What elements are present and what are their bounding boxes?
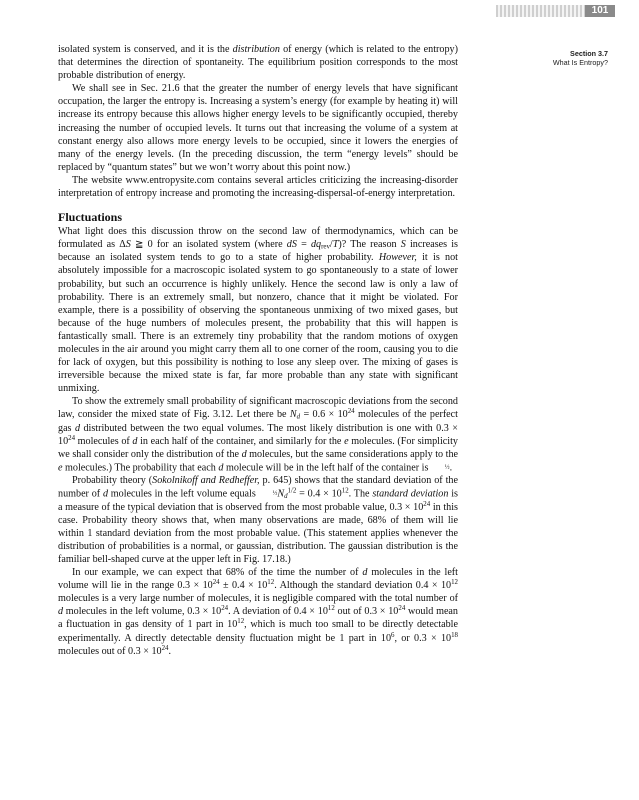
section-title: What Is Entropy? xyxy=(552,58,608,67)
paragraph-5: To show the extremely small probability of significant macroscopic deviations from the second law, consider the mixed state of Fig. 3.12. Let there be $N_d = 0.6 \times 10^{24}$ molecules of the perfect gas d distributed between the two equal volumes. The most likely distribution is one with $0.3 \times 10^{24}$ molecules of d in each half of the container, and similarly for the e molecules. (For simplicity we shall consider only the distribution of the d molecules, but the same considerations apply to the e molecules.) The probability that each d molecule will be in the left half of the container is ½. xyxy=(58,396,459,474)
running-section-label xyxy=(500,49,608,67)
paragraph-4: What light does this discussion throw on the second law of thermodynamics, which can be formulated as ΔS ≧ 0 for an isolated system (where dS = $dq_{rev}/T$)? The reason S increases is because an isolated system tends to go to a state of higher probability. However, it is not absolutely impossible for a macroscopic isolated system to go spontaneously to a state of lower probability, but such an occurrence is highly unlikely. Hence the second law is only a law of probability. There is an extremely small, but nonzero, chance that it might be violated. For example, there is a possibility of observing the spontaneous unmixing of two mixed gases, but because of the huge numbers of molecules present, the probability that this will happen is fantastically small. There is an extremely tiny probability that the random motions of oxygen molecules in the air around you might carry them all to one corner of the room, causing you to die for lack of oxygen, but this possibility is nothing to lose any sleep over. The mixing of gases is irreversible because the mixed state is far, far more probable than any state with significant unmixing. xyxy=(58,226,458,395)
paragraph-3: The website www.entropysite.com contains several articles criticizing the increasing-disorder interpretation of entropy increase and promoting the increasing-dispersal-of-energy interpretation. xyxy=(58,174,458,200)
section-heading: Fluctuations xyxy=(58,210,123,225)
paragraph-7: In our example, we can expect that 68% of the time the number of d molecules in the left volume will lie in the range $0.3 \times 10^{24} \pm 0.4 \times 10^{12}$. Although the standard deviation $0.4 \times 10^{12}$ molecules is a very large number of molecules, it is negligible compared with the total number of d molecules in the left volume, $0.3 \times 10^{24}$. A deviation of $0.4 \times 10^{12}$ out of $0.3 \times 10^{24}$ would mean a fluctuation in gas density of 1 part in $10^{12}$, which is much too small to be directly detectable experimentally. A directly detectable density fluctuation might be 1 part in $10^6$, or $0.3 \times 10^{18}$ molecules out of $0.3 \times 10^{24}$. xyxy=(58,567,458,657)
page-number: 101 xyxy=(585,5,615,17)
body-text xyxy=(58,43,458,658)
paragraph-1: isolated system is conserved, and it is the distribution of energy (which is related to the entropy) that determines the direction of spontaneity. The equilibrium position corresponds to the most probable distribution of energy. xyxy=(58,44,458,82)
paragraph-6: Probability theory (Sokolnikoff and Redheffer, p. 645) shows that the standard deviation of the number of d molecules in the left volume equals $\frac{1}{2}N_d^{1/2} = 0.4 \times 10^{12}$. The standard deviation is a measure of the typical deviation that is observed from the most probable value, $0.3 \times 10^{24}$ in this case. Probability theory shows that, when many observations are made, 68% of them will lie within 1 standard deviation from the most probable value. (This statement applies whenever the distribution of probabilities is a normal, or gaussian, distribution. The gaussian distribution is the familiar bell-shaped curve at the upper left in Fig. 17.18.) xyxy=(58,475,458,565)
paragraph-2: We shall see in Sec. 21.6 that the greater the number of energy levels that have significant occupation, the larger the entropy is. Increasing a system’s energy (for example by heating it) will increase its entropy because this allows higher energy levels to be significantly occupied, thereby increasing the number of occupied levels. It turns out that increasing the volume of a system at constant energy also allows more energy levels to be occupied, since it lowers the energies of many of the energy levels. (In the preceding discussion, the term “energy levels” should be replaced by “quantum states” but we won’t worry about this point now.) xyxy=(58,83,458,173)
section-number: Section 3.7 xyxy=(570,49,608,58)
page-number-bar xyxy=(496,5,615,17)
